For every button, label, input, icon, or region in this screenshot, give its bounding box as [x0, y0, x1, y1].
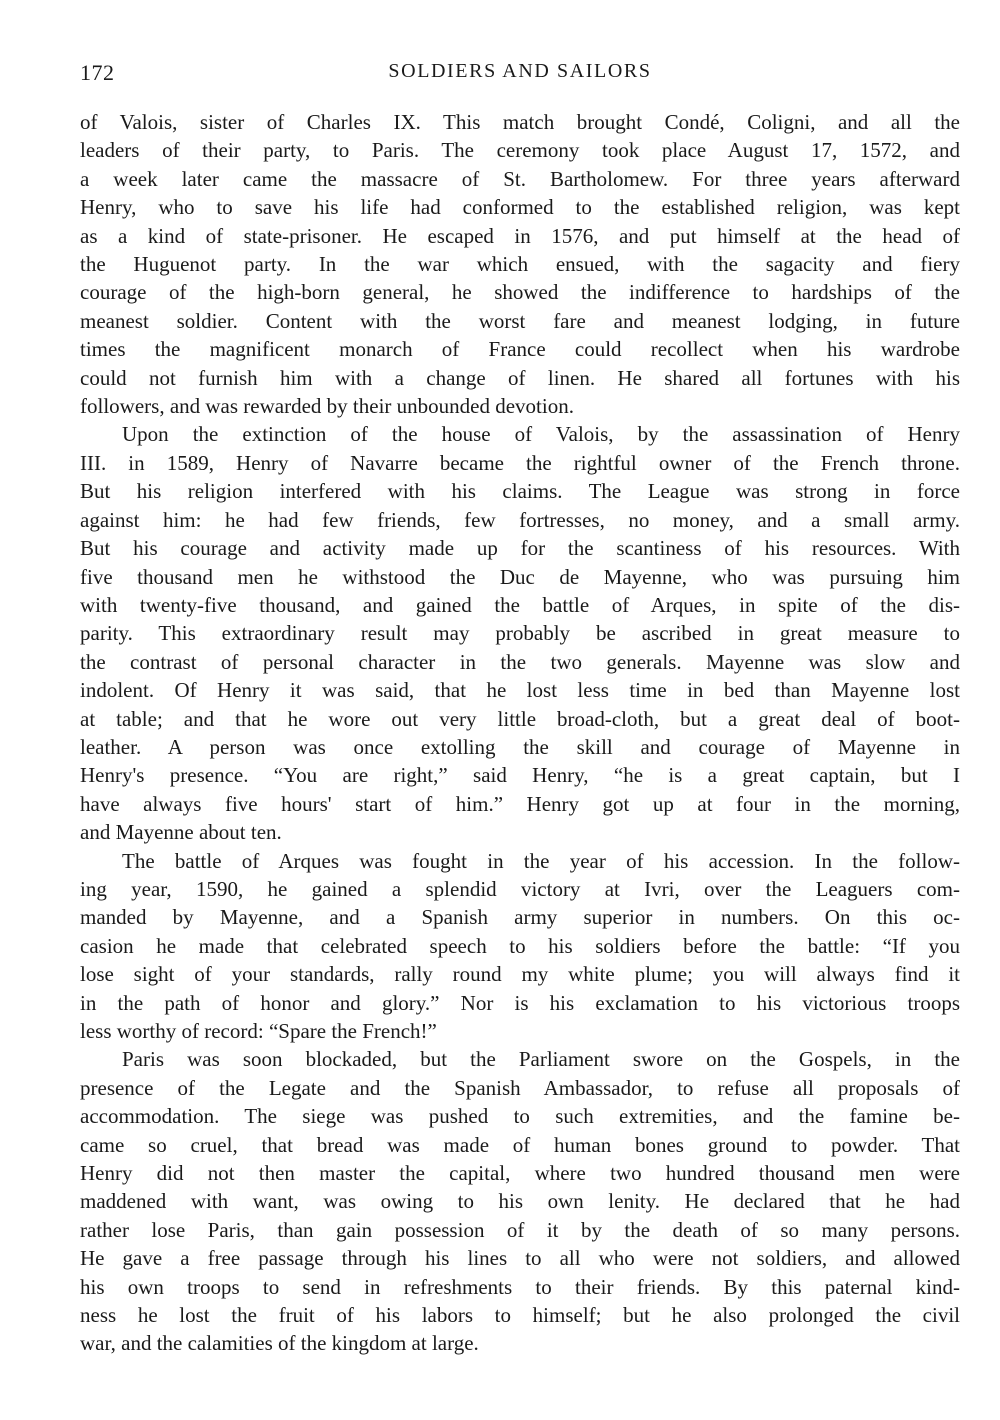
page-header	[80, 60, 960, 94]
text-line: with twenty-five thousand, and gained the battle of Arques, in spite of the dis-	[80, 592, 960, 617]
text-line: Henry's presence. “You are right,” said Henry, “he is a great captain, but I	[80, 763, 960, 788]
text-line: rather lose Paris, than gain possession of it by the death of so many persons.	[80, 1217, 960, 1242]
text-line: came so cruel, that bread was made of human bones ground to powder. That	[80, 1132, 960, 1157]
page-number: 172	[80, 60, 115, 85]
text-line: ness he lost the fruit of his labors to himself; but he also prolonged the civil	[80, 1303, 960, 1328]
text-line: followers, and was rewarded by their unbounded devotion.	[80, 394, 574, 419]
text-line: The battle of Arques was fought in the year of his accession. In the follow-	[122, 848, 960, 873]
text-line: have always five hours' start of him.” Henry got up at four in the morning,	[80, 791, 960, 816]
text-line: parity. This extraordinary result may probably be ascribed in great measure to	[80, 621, 960, 646]
text-line: accommodation. The siege was pushed to such extremities, and the famine be-	[80, 1104, 960, 1129]
text-line: his own troops to send in refreshments to their friends. By this paternal kind-	[80, 1274, 960, 1299]
text-line: a week later came the massacre of St. Bartholomew. For three years afterward	[80, 166, 960, 191]
text-line: five thousand men he withstood the Duc de Mayenne, who was pursuing him	[80, 564, 960, 589]
text-line: But his religion interfered with his claims. The League was strong in force	[80, 479, 960, 504]
text-line: meanest soldier. Content with the worst fare and meanest lodging, in future	[80, 308, 960, 333]
text-line: casion he made that celebrated speech to his soldiers before the battle: “If you	[80, 933, 960, 958]
text-line: less worthy of record: “Spare the French!”	[80, 1019, 437, 1043]
text-line: presence of the Legate and the Spanish Ambassador, to refuse all proposals of	[80, 1075, 960, 1100]
running-title: SOLDIERS AND SAILORS	[388, 60, 652, 82]
text-line: Henry did not then master the capital, where two hundred thousand men were	[80, 1161, 960, 1186]
text-line: the contrast of personal character in the two generals. Mayenne was slow and	[80, 649, 960, 674]
text-line: Henry, who to save his life had conformed to the established religion, was kept	[80, 195, 960, 220]
text-line: at table; and that he wore out very little broad-cloth, but a great deal of boot-	[80, 706, 960, 731]
paragraph	[80, 847, 960, 1046]
paragraph	[80, 1045, 960, 1357]
text-line: Paris was soon blockaded, but the Parliament swore on the Gospels, in the	[122, 1047, 960, 1072]
body-text	[80, 108, 960, 1358]
text-line: times the magnificent monarch of France could recollect when his wardrobe	[80, 337, 960, 362]
text-line: as a kind of state-prisoner. He escaped in 1576, and put himself at the head of	[80, 223, 960, 248]
text-line: But his courage and activity made up for the scantiness of his resources. With	[80, 536, 960, 561]
text-line: indolent. Of Henry it was said, that he lost less time in bed than Mayenne lost	[80, 678, 960, 703]
text-line: He gave a free passage through his lines to all who were not soldiers, and allowed	[80, 1246, 960, 1271]
text-line: III. in 1589, Henry of Navarre became the rightful owner of the French throne.	[80, 450, 960, 475]
paragraph	[80, 108, 960, 420]
text-line: lose sight of your standards, rally round my white plume; you will always find it	[80, 962, 960, 987]
text-line: and Mayenne about ten.	[80, 820, 282, 845]
text-line: could not furnish him with a change of linen. He shared all fortunes with his	[80, 365, 960, 390]
text-line: the Huguenot party. In the war which ensued, with the sagacity and fiery	[80, 252, 960, 277]
text-line: in the path of honor and glory.” Nor is his exclamation to his victorious troops	[80, 990, 960, 1015]
text-line: courage of the high-born general, he showed the indifference to hardships of the	[80, 280, 960, 305]
text-line: ing year, 1590, he gained a splendid victory at Ivri, over the Leaguers com-	[80, 876, 960, 901]
text-line: of Valois, sister of Charles IX. This match brought Condé, Coligni, and all the	[80, 110, 960, 134]
text-line: against him: he had few friends, few fortresses, no money, and a small army.	[80, 507, 960, 532]
paragraph	[80, 420, 960, 846]
text-line: war, and the calamities of the kingdom at large.	[80, 1331, 479, 1356]
text-line: leaders of their party, to Paris. The ceremony took place August 17, 1572, and	[80, 138, 960, 163]
text-line: Upon the extinction of the house of Valois, by the assassination of Henry	[122, 422, 960, 447]
text-line: maddened with want, was owing to his own lenity. He declared that he had	[80, 1189, 960, 1214]
text-line: leather. A person was once extolling the skill and courage of Mayenne in	[80, 734, 960, 759]
text-line: manded by Mayenne, and a Spanish army superior in numbers. On this oc-	[80, 905, 960, 930]
